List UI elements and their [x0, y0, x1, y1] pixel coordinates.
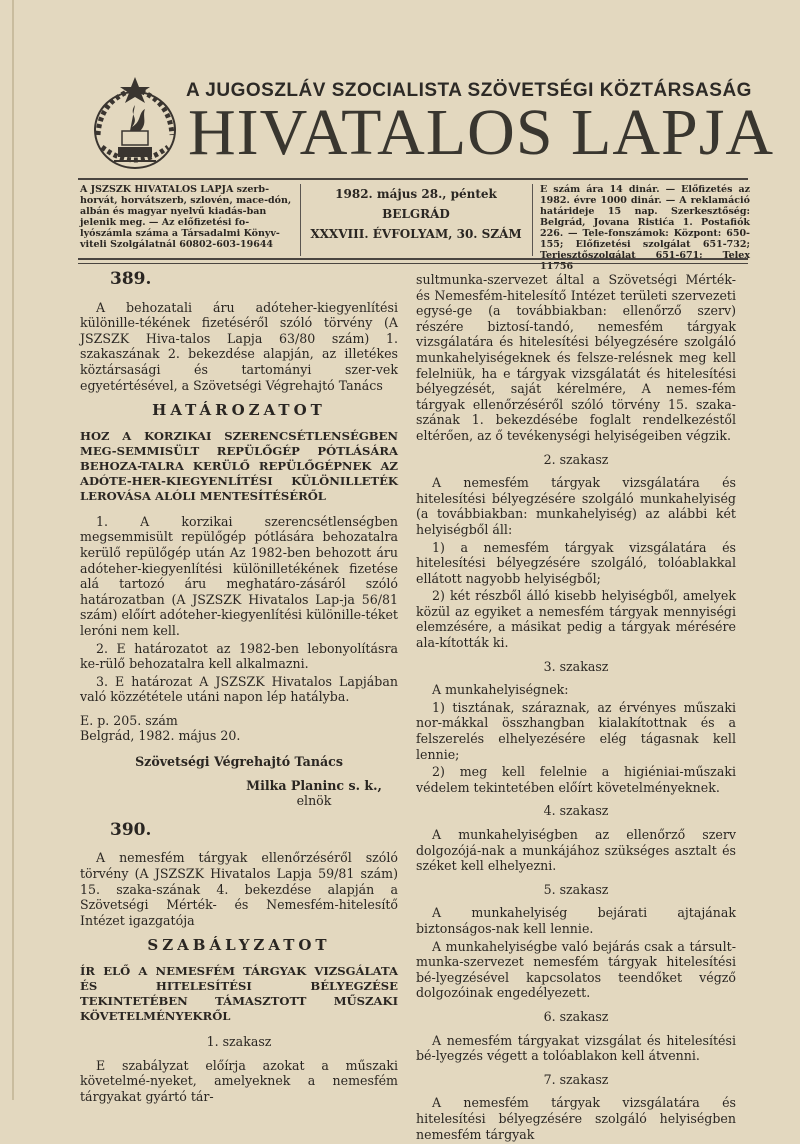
issue-place: BELGRÁD: [382, 207, 450, 221]
document-number-390: 390.: [110, 819, 152, 840]
paragraph: 2. E határozatot az 1982-ben lebonyolításra ke-rülő behozatalra kell alkalmazni.: [80, 640, 398, 672]
issue-date: 1982. május 28., péntek: [335, 187, 497, 201]
info-languages: A JSZSZK HIVATALOS LAPJA szerb-horvát, horvátszerb, szlovén, mace-dón, albán és magyar nyelvű kiadás-ban jelenik meg. — Az előfizetési fo-lyószámla száma a Társadalmi Könyv-viteli Szolgálatnál 60802-603-19644: [80, 184, 292, 250]
info-issue: [306, 184, 526, 244]
reference-date: Belgrád, 1982. május 20.: [80, 728, 241, 744]
paragraph: 2) meg kell felelnie a higiéniai-műszaki védelem tekintetében előírt követelményeknek.: [416, 764, 736, 795]
section-heading: 2. szakasz: [543, 451, 609, 467]
section-heading: 6. szakasz: [543, 1008, 609, 1024]
info-separator-right: [532, 184, 533, 256]
gazette-title: HIVATALOS LAPJA: [188, 96, 775, 169]
reference-block: [80, 713, 398, 744]
paragraph: A behozatali áru adóteher-kiegyenlítési különille-tékének fizetéséről szóló törvény (A JSZSZK Hiva-talos Lapja 63/80 szám) 1. szakaszának 2. bekezdése alapján, az illetékes köztársasági és tartományi szer-vek egyetértésével, a Szövetségi Végrehajtó Tanács: [80, 299, 398, 393]
signer-name: Milka Planinc s. k.,: [246, 777, 382, 793]
paragraph: 2) két részből álló kisebb helyiségből, amelyek közül az egyiket a nemesfém tárgyak mennyiségi elemzésére, a másikat pedig a tárgyak mérésére ala-kították ki.: [416, 588, 736, 651]
paragraph: E szabályzat előírja azokat a műszaki követelmé-nyeket, amelyeknek a nemesfém tárgyakat gyártó tár-: [80, 1057, 398, 1104]
section-heading: 5. szakasz: [543, 881, 609, 897]
section-heading: 7. szakasz: [543, 1071, 609, 1087]
header-rule-bottom-thin: [78, 263, 748, 264]
paragraph: A munkahelyiségben az ellenőrző szerv dolgozójá-nak a munkájához szükséges asztalt és széket kell elhelyezni.: [416, 827, 736, 874]
paragraph: A nemesfém tárgyak vizsgálatára és hitelesítési bélyegzésére szolgáló munkahelyiség (a továbbiakban: munkahelyiség) az alábbi két helyiségből áll:: [416, 475, 736, 537]
paragraph: A nemesfém tárgyak vizsgálatára és hitelesítési bélyegzésére szolgáló helyiségben nemesfém tárgyak: [416, 1095, 736, 1142]
section-heading: 1. szakasz: [206, 1034, 272, 1049]
paragraph: A nemesfém tárgyak ellenőrzéséről szóló törvény (A JSZSZK Hivatalos Lapja 59/81 szám) 15. szaka-szának 4. bekezdése alapján a Szövetségi Mérték- és Nemesfém-hitelesítő Intézet igazgatója: [80, 850, 398, 928]
section-heading: 4. szakasz: [543, 803, 609, 819]
decision-subheading: HOZ A KORZIKAI SZERENCSÉTLENSÉGBEN MEG-SEMMISÜLT REPÜLŐGÉP PÓTLÁSÁRA BEHOZA-TALRA KERÜLŐ REPÜLŐGÉPNEK AZ ADÓTE-HER-KIEGYENLÍTÉSI KÜLÖNILLETÉK LEROVÁSA ALÓLI MENTESÍTÉSÉRŐL: [80, 428, 398, 503]
document-number-389: 389.: [110, 269, 152, 289]
paragraph: sultmunka-szervezet által a Szövetségi Mérték- és Nemesfém-hitelesítő Intézet területi szervezeti egysé-ge (a továbbiakban: ellenőrző szerv) részére biztosí-tandó, nemesfém tárgyak vizsgálatára és hitelesítési bélyegzésére szolgáló munkahelyiségeknek és felsze-relésnek meg kell felelniük, ha e tárgyak vizsgálatát és hitelesítési bélyegzését, saját kérelmére, A nemes-fém tárgyak ellenőrzéséről szóló törvény 15. szaka-szának 1. bekezdésébe foglalt rendelkezéstől eltérően, az ő tevékenységi helyiségeiben végzik.: [416, 272, 736, 443]
signer-council: Szövetségi Végrehajtó Tanács: [135, 754, 343, 770]
paragraph: A munkahelyiségnek:: [432, 682, 569, 698]
issue-volume: XXXVIII. ÉVFOLYAM, 30. SZÁM: [310, 227, 522, 241]
header-rule-bottom: [78, 258, 748, 260]
paragraph: 1) tisztának, száraznak, az érvényes műszaki nor-mákkal összhangban kialakítottnak és a felszerelés elhelyezésére elég tágasnak kell lennie;: [416, 699, 736, 762]
republic-name: A JUGOSZLÁV SZOCIALISTA SZÖVETSÉGI KÖZTÁRSASÁG: [186, 80, 752, 101]
info-separator-left: [300, 184, 301, 256]
page-edge-line: [12, 0, 14, 1100]
section-heading: 3. szakasz: [543, 658, 609, 674]
header-rule-top: [78, 178, 748, 180]
paragraph: A munkahelyiség bejárati ajtajának biztonságos-nak kell lennie.: [416, 905, 736, 936]
paragraph: A munkahelyiségbe való bejárás csak a társult-munka-szervezet nemesfém tárgyak hitelesítési bé-lyegzésével kapcsolatos teendőket végző dolgozóinak engedélyezett.: [416, 938, 736, 1001]
paragraph: A nemesfém tárgyakat vizsgálat és hitelesítési bé-lyegzés végett a tolóablakon kell átvenni.: [416, 1032, 736, 1064]
decision-heading: HATÁROZATOT: [152, 401, 326, 420]
paragraph: 3. E határozat A JSZSZK Hivatalos Lapjában való közzététele utáni napon lép hatályba.: [80, 673, 398, 705]
state-emblem-icon: [90, 75, 180, 175]
paragraph: 1) a nemesfém tárgyak vizsgálatára és hitelesítési bélyegzésére szolgáló, tolóablakkal ellátott nagyobb helyiségből;: [416, 539, 736, 586]
right-column: [416, 272, 736, 1144]
info-subscription: E szám ára 14 dinár. — Előfizetés az 1982. évre 1000 dinár. — A reklamáció határideje 15 nap. Szerkesztőség: Belgrád, Jovana Ristića 1. Postafiók 226. — Tele-fonszámok: Központ: 650-155; Előfizetési szolgálat 651-732; Terjesztőszolgálat 651-671; Telex 11756: [540, 184, 750, 272]
regulation-subheading: ÍR ELŐ A NEMESFÉM TÁRGYAK VIZSGÁLATA ÉS HITELESÍTÉSI BÉLYEGZÉSE TEKINTETÉBEN TÁMASZTOTT MŰSZAKI KÖVETELMÉNYEKRŐL: [80, 964, 398, 1023]
signer-role: elnök: [296, 793, 332, 809]
paragraph: 1. A korzikai szerencsétlenségben megsemmisült repülőgép pótlására behozatalra kerülő repülőgép után Az 1982-ben behozott áru adóteher-kiegyenlítési különilletékének fizetése alá tartozó áru meghatáro-zásáról szóló határozatban (A JSZSZK Hivatalos Lap-ja 56/81 szám) előírt adóteher-kiegyenlítési különille-téket leróni nem kell.: [80, 513, 398, 638]
left-column: [80, 269, 398, 1106]
regulation-heading: SZABÁLYZATOT: [147, 936, 331, 955]
reference-number: E. p. 205. szám: [80, 712, 178, 728]
